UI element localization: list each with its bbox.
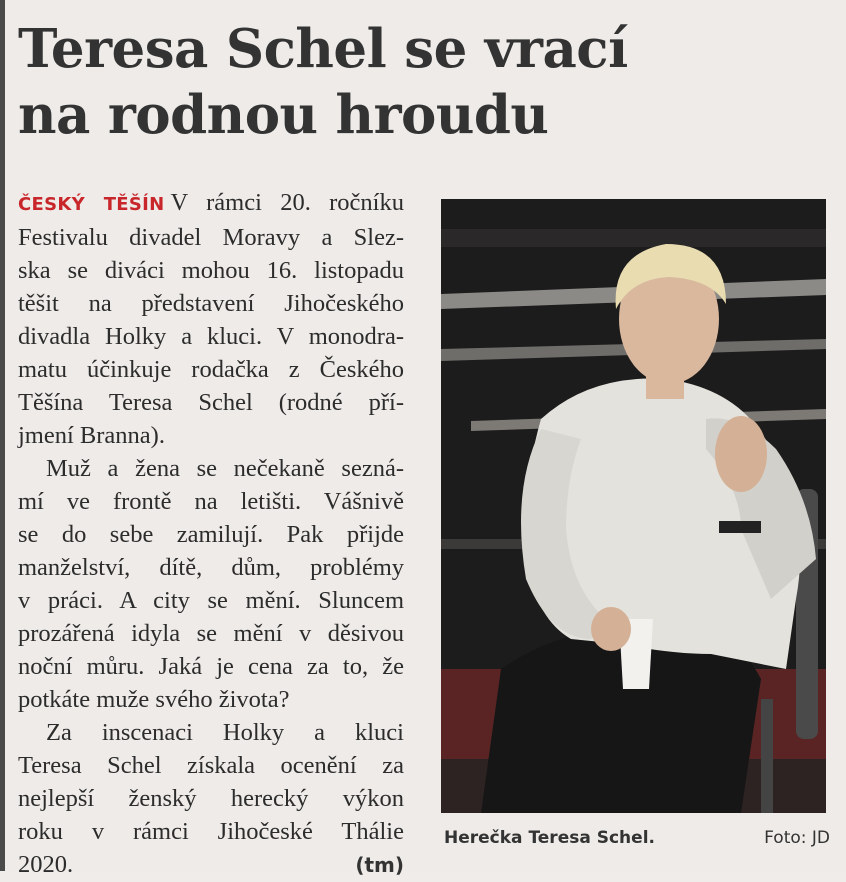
photo-illustration [441,199,826,813]
chair-leg [761,699,773,813]
text-line: prozářená idyla se mění v děsivou [18,620,404,647]
paragraph-2 [18,452,404,716]
text-line [18,186,404,221]
wristwatch [719,521,761,533]
text-line: v práci. A city se mění. Sluncem [18,587,404,614]
text-line: těšit na představení Jihočeského [18,290,404,317]
text-line: Festivalu divadel Moravy a Slez- [18,224,404,251]
paragraph-1 [18,186,404,452]
text-line: matu účinkuje rodačka z Českého [18,356,404,383]
text-line: roku v rámci Jihočeské Thálie [18,818,404,845]
stage-step [441,229,826,247]
headline-line-2: na rodnou hroudu [18,84,549,146]
article-body [18,186,404,882]
text-line: divadla Holky a kluci. V monodra- [18,323,404,350]
author-initials: (tm) [355,853,404,877]
headline [18,16,818,148]
text-line: Teresa Schel získala ocenění za [18,752,404,779]
caption-text: Herečka Teresa Schel. [444,828,655,848]
paragraph-3 [18,716,404,882]
text-line: noční můru. Jaká je cena za to, že [18,653,404,680]
dateline: ČESKÝ TĚŠÍN [18,194,165,215]
text-line: Muž a žena se nečekaně sezná- [46,455,404,482]
article-photo [441,199,826,813]
text-line: manželství, dítě, dům, problémy [18,554,404,581]
text-line: Za inscenaci Holky a kluci [46,719,404,746]
photo-credit: Foto: JD [764,828,830,848]
text-line: jmení Branna). [18,422,165,449]
text-line: Těšína Teresa Schel (rodné pří- [18,389,404,416]
text-line: ska se diváci mohou 16. listopadu [18,257,404,284]
text-line-content: V rámci 20. ročníku [170,189,404,216]
text-line: potkáte muže svého života? [18,686,290,713]
text-line: 2020. [18,851,74,878]
final-line [18,848,404,882]
text-line: se do sebe zamilují. Pak přijde [18,521,404,548]
photo-caption [444,828,830,848]
text-line: nejlepší ženský herecký výkon [18,785,404,812]
column-rule [0,0,5,871]
headline-line-1: Teresa Schel se vrací [18,18,628,80]
raised-hand [715,416,767,492]
lower-hand [591,607,631,651]
text-line: mí ve frontě na letišti. Vášnivě [18,488,404,515]
